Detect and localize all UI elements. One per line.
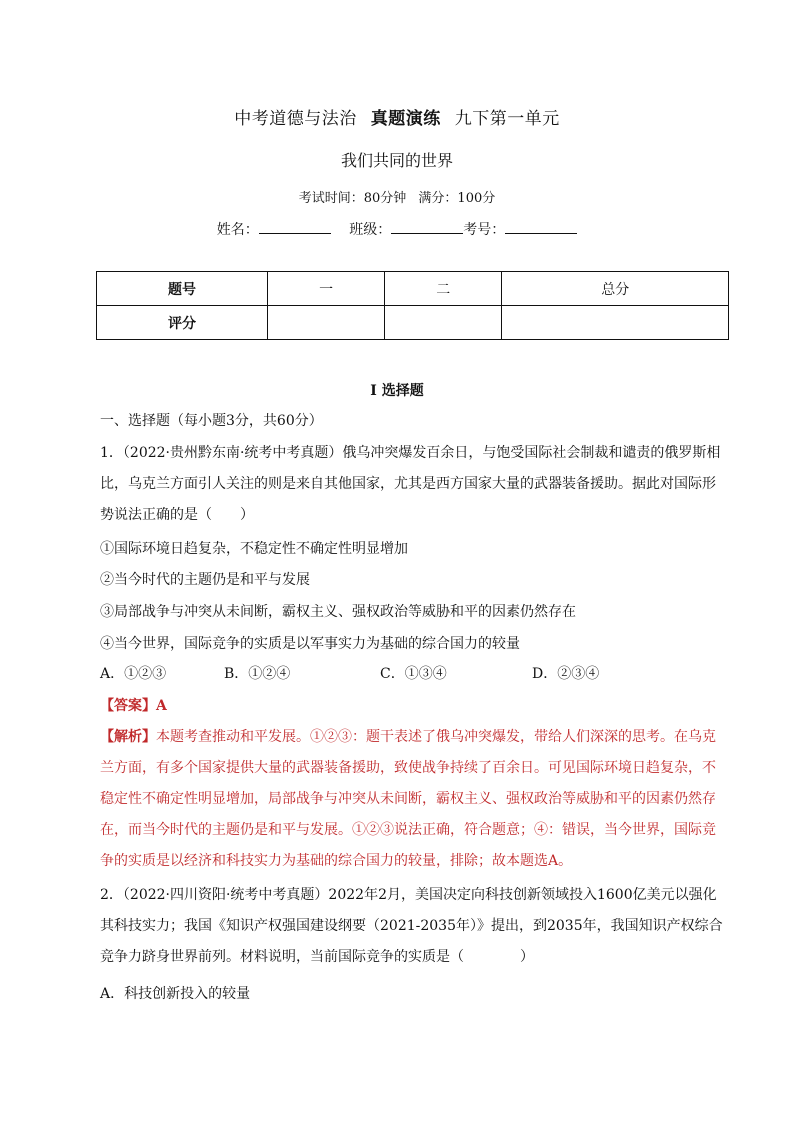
- q1-statement-2: ②当今时代的主题仍是和平与发展: [100, 572, 310, 588]
- analysis-text: 本题考查推动和平发展。①②③：题干表述了俄乌冲突爆发，带给人们深深的思考。在乌克兰方面，有多个国家提供大量的武器装备援助，致使战争持续了百余日。可见国际环境日趋复杂，不稳定性不确定性明显增加，局部战争与冲突从未间断，霸权主义、强权政治等威胁和平的因素仍然存在，而当今时代的主题仍是和平与发展。①②③说法正确，符合题意；④：错误，当今世界，国际竞争的实质是以经济和科技实力为基础的综合国力的较量，排除；故本题选A。: [100, 729, 716, 869]
- name-field[interactable]: [259, 219, 331, 234]
- score-cell-part2[interactable]: [385, 306, 502, 340]
- score-table-header-row: [97, 272, 729, 306]
- exam-title: [0, 104, 794, 129]
- name-label: 姓名：: [216, 222, 259, 238]
- q1-statement-1: ①国际环境日趋复杂，不稳定性不确定性明显增加: [100, 541, 408, 557]
- answer-label: 【答案】: [100, 698, 156, 714]
- q1-stem: 1．（2022·贵州黔东南·统考中考真题）俄乌冲突爆发百余日，与饱受国际社会制裁和谴责的俄罗斯相比，乌克兰方面引人关注的则是来自其他国家，尤其是西方国家大量的武器装备援助。据此对国际形势说法正确的是（ ）: [100, 445, 721, 523]
- q1-answer: [100, 691, 725, 722]
- q1-option-b[interactable]: B．①②④: [224, 666, 291, 682]
- q2-option-a[interactable]: A．科技创新投入的较量: [100, 986, 251, 1002]
- score-table: [96, 271, 729, 340]
- score-header-total: 总分: [502, 272, 729, 306]
- score-row-label: 评分: [97, 306, 268, 340]
- q1-analysis: [100, 722, 725, 877]
- class-label: 班级：: [349, 222, 392, 238]
- q1-option-c[interactable]: C．①③④: [380, 666, 447, 682]
- title-series: 真题演练: [370, 109, 441, 129]
- part-heading: 一、选择题（每小题3分，共60分）: [100, 413, 323, 429]
- student-info-line: [0, 219, 794, 239]
- title-unit: 九下第一单元: [454, 109, 560, 129]
- score-cell-total[interactable]: [502, 306, 729, 340]
- q2-stem: 2．（2022·四川资阳·统考中考真题）2022年2月，美国决定向科技创新领域投入1600亿美元以强化其科技实力；我国《知识产权强国建设纲要（2021-2035年）》提出，到2035年，我国知识产权综合竞争力跻身世界前列。材料说明，当前国际竞争的实质是（ ）: [100, 887, 723, 965]
- number-field[interactable]: [505, 219, 577, 234]
- q1-options: [100, 663, 725, 687]
- section-title: I 选择题: [370, 383, 424, 399]
- exam-subtitle: 我们共同的世界: [340, 151, 453, 170]
- score-header-question: 题号: [97, 272, 268, 306]
- q1-statement-3: ③局部战争与冲突从未间断，霸权主义、强权政治等威胁和平的因素仍然存在: [100, 604, 576, 620]
- q1-option-a[interactable]: A．①②③: [100, 666, 167, 682]
- title-subject: 中考道德与法治: [234, 109, 357, 129]
- number-label: 考号：: [463, 222, 506, 238]
- score-header-part2: 二: [385, 272, 502, 306]
- full-score: 满分：100分: [418, 191, 496, 206]
- analysis-label: 【解析】: [100, 729, 156, 745]
- score-table-score-row: [97, 306, 729, 340]
- answer-value: A: [156, 698, 167, 714]
- score-cell-part1[interactable]: [268, 306, 385, 340]
- exam-info-time: [0, 187, 794, 206]
- exam-time: 考试时间：80分钟: [298, 191, 407, 206]
- score-header-part1: 一: [268, 272, 385, 306]
- q1-option-d[interactable]: D．②③④: [532, 666, 600, 682]
- class-field[interactable]: [391, 219, 463, 234]
- q1-statement-4: ④当今世界，国际竞争的实质是以军事实力为基础的综合国力的较量: [100, 636, 520, 652]
